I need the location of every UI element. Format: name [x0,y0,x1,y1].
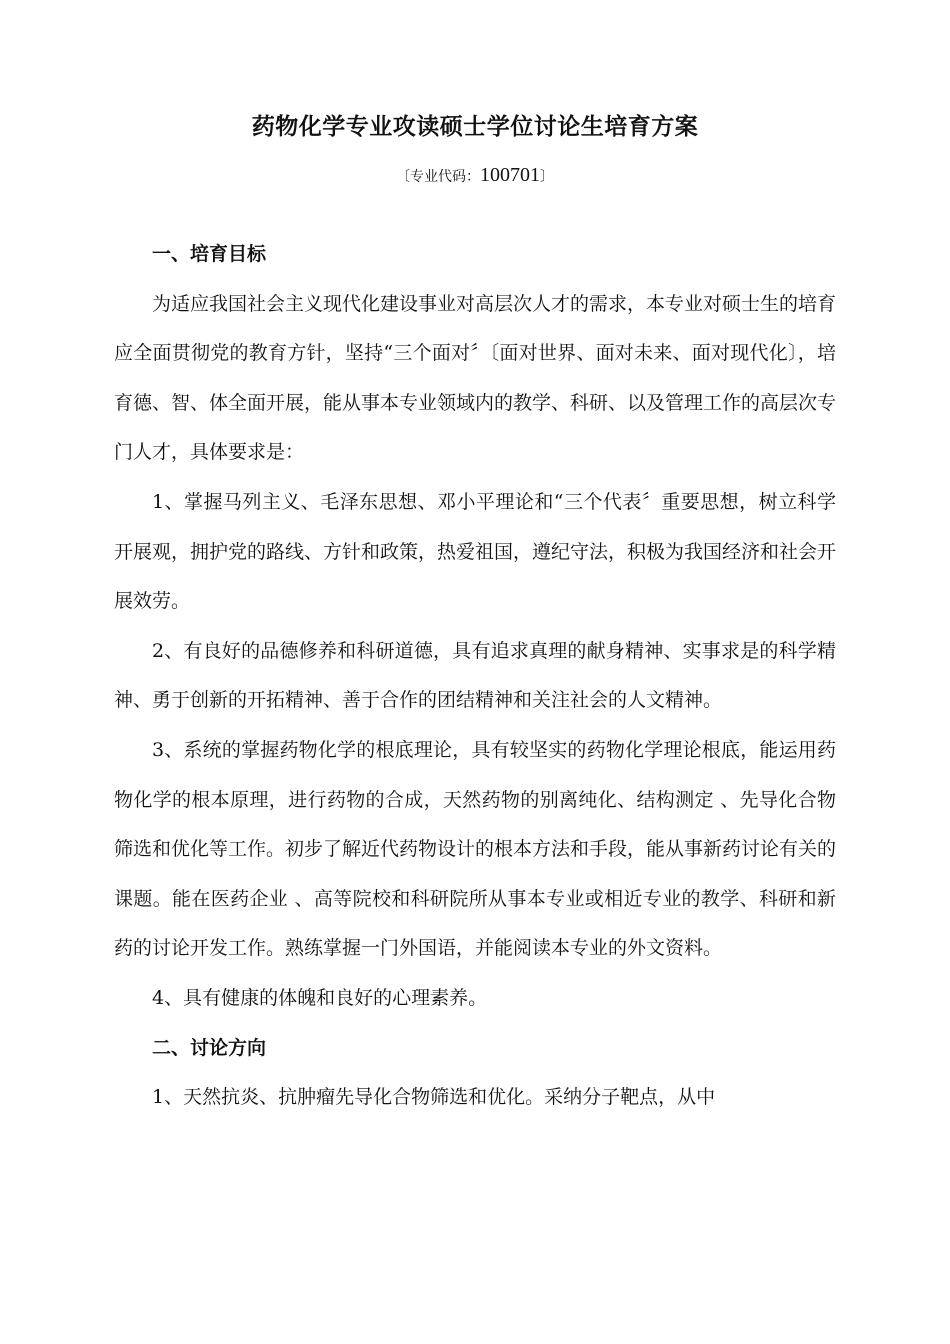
paragraph-intro: 为适应我国社会主义现代化建设事业对高层次人才的需求，本专业对硕士生的培育应全面贯彻党的教育方针，坚持“三个面对〞〔面对世界、面对未来、面对现代化〕，培育德、智、体全面开展，能从事本专业领域内的教学、科研、以及管理工作的高层次专门人才，具体要求是： [114,292,837,464]
section-heading-goals: 一、培育目标 [152,243,267,265]
paragraph-requirement-3: 3、系统的掌握药物化学的根底理论，具有较坚实的药物化学理论根底，能运用药物化学的根本原理，进行药物的合成，天然药物的别离纯化、结构测定 、先导化合物筛选和优化等工作。初步了解近代药物设计的根本方法和手段，能从事新药讨论有关的课题。能在医药企业 、高等院校和科研院所从事本专业或相近专业的教学、科研和新药的讨论开发工作。熟练掌握一门外国语，并能阅读本专业的外文资料。 [114,738,837,960]
paragraph-requirement-1: 1、掌握马列主义、毛泽东思想、邓小平理论和“三个代表〞重要思想，树立科学开展观，拥护党的路线、方针和政策，热爱祖国，遵纪守法，积极为我国经济和社会开展效劳。 [114,490,837,613]
section-heading-directions: 二、讨论方向 [152,1036,267,1059]
subtitle-prefix: 〔专业代码： [396,169,480,185]
major-code: 100701 [480,164,540,186]
subtitle-suffix: 〕 [540,169,554,185]
paragraph-requirement-4: 4、具有健康的体魄和良好的心理素养。 [152,986,488,1009]
paragraph-direction-1: 1、天然抗炎、抗肿瘤先导化合物筛选和优化。采纳分子靶点，从中 [152,1086,716,1109]
paragraph-requirement-2: 2、有良好的品德修养和科研道德，具有追求真理的献身精神、实事求是的科学精神、勇于创新的开拓精神、善于合作的团结精神和关注社会的人文精神。 [114,639,836,712]
document-subtitle [0,160,950,192]
document-body [114,230,836,1123]
document-title: 药物化学专业攻读硕士学位讨论生培育方案 [251,113,699,140]
